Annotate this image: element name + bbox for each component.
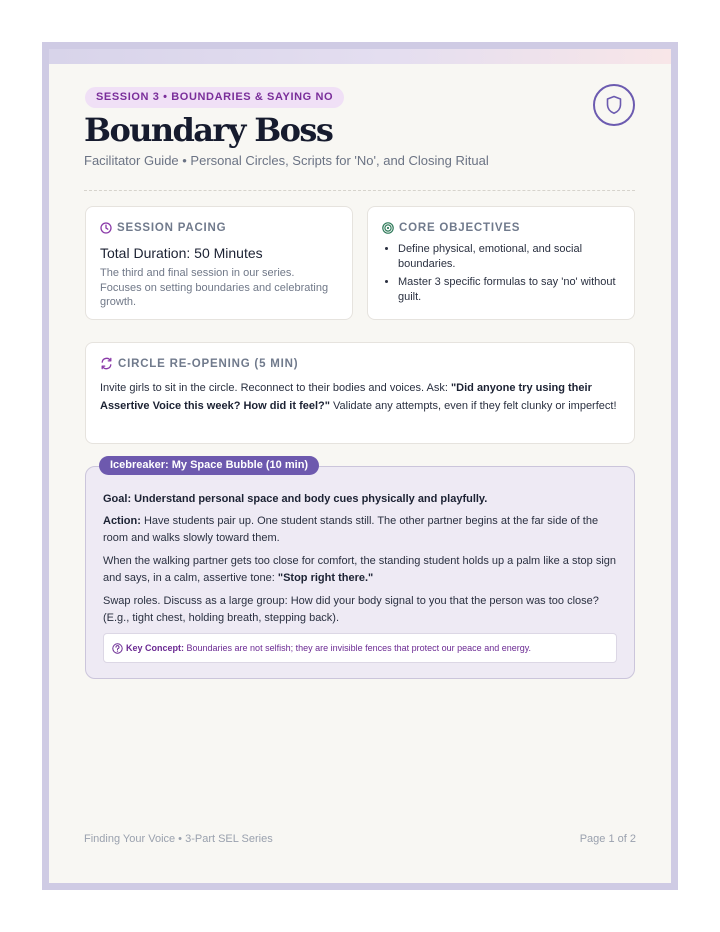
core-objectives-header <box>382 222 620 234</box>
icebreaker-goal: Goal: Understand personal space and body cues physically and playfully. <box>103 493 488 505</box>
circle-reopening-header <box>100 357 620 370</box>
circle-reopening-heading: CIRCLE RE-OPENING (5 MIN) <box>118 357 299 370</box>
reopening-intro: Invite girls to sit in the circle. Reconnect to their bodies and voices. Ask: <box>100 382 451 394</box>
objectives-list <box>382 242 620 304</box>
action-label: Action: <box>103 515 141 527</box>
objective-item: • Master 3 specific formulas to say 'no' without guilt. <box>398 275 620 304</box>
icebreaker-box <box>85 466 635 679</box>
question-circle-icon <box>112 643 123 654</box>
page-title: Boundary Boss <box>84 111 333 149</box>
page-subtitle: Facilitator Guide • Personal Circles, Scripts for 'No', and Closing Ritual <box>84 153 489 168</box>
icebreaker-tab: Icebreaker: My Space Bubble (10 min) <box>99 456 319 475</box>
circle-reopening-card <box>85 342 635 444</box>
shield-icon <box>593 84 635 126</box>
session-pacing-card <box>85 206 353 320</box>
page-frame <box>42 42 678 890</box>
refresh-icon <box>100 357 113 370</box>
total-duration: Total Duration: 50 Minutes <box>100 245 263 261</box>
circle-reopening-text <box>100 380 620 415</box>
pacing-description: The third and final session in our series. Focuses on setting boundaries and celebrating growth. <box>100 267 329 308</box>
session-pacing-header <box>100 222 338 234</box>
core-objectives-heading: CORE OBJECTIVES <box>399 222 521 234</box>
action-text: Have students pair up. One student stands still. The other partner begins at the far side of the room and walks slowly toward them. <box>103 515 599 544</box>
key-concept-text <box>126 643 531 653</box>
stop-quote: "Stop right there." <box>277 572 374 584</box>
core-objectives-card <box>367 206 635 320</box>
page <box>49 49 671 883</box>
icebreaker-stop-step <box>103 553 617 587</box>
key-concept-label: Key Concept: <box>126 643 185 653</box>
stop-step-text: When the walking partner gets too close for comfort, the standing student holds up a palm like a stop sign and says, in a calm, assertive tone: <box>103 555 617 584</box>
key-concept-callout <box>103 633 617 663</box>
target-icon <box>382 222 394 234</box>
header-strip <box>49 49 671 64</box>
footer-series: Finding Your Voice • 3-Part SEL Series <box>84 833 273 845</box>
session-pacing-heading: SESSION PACING <box>117 222 227 234</box>
icebreaker-swap-step: Swap roles. Discuss as a large group: How did your body signal to you that the person was too close? (E.g., tight chest, holding breath, stepping back). <box>103 595 599 624</box>
clock-icon <box>100 222 112 234</box>
reopening-outro: Validate any attempts, even if they felt clunky or imperfect! <box>329 399 617 412</box>
key-concept-body: Boundaries are not selfish; they are invisible fences that protect our peace and energy. <box>184 643 532 653</box>
reopening-question: "Did anyone try using their Assertive Voice this week? How did it feel?" <box>100 382 592 412</box>
page-number: Page 1 of 2 <box>579 833 636 845</box>
divider <box>84 190 635 191</box>
objective-item: • Define physical, emotional, and social boundaries. <box>398 242 620 271</box>
session-label: SESSION 3 • BOUNDARIES & SAYING NO <box>85 87 344 108</box>
icebreaker-action <box>103 513 617 547</box>
